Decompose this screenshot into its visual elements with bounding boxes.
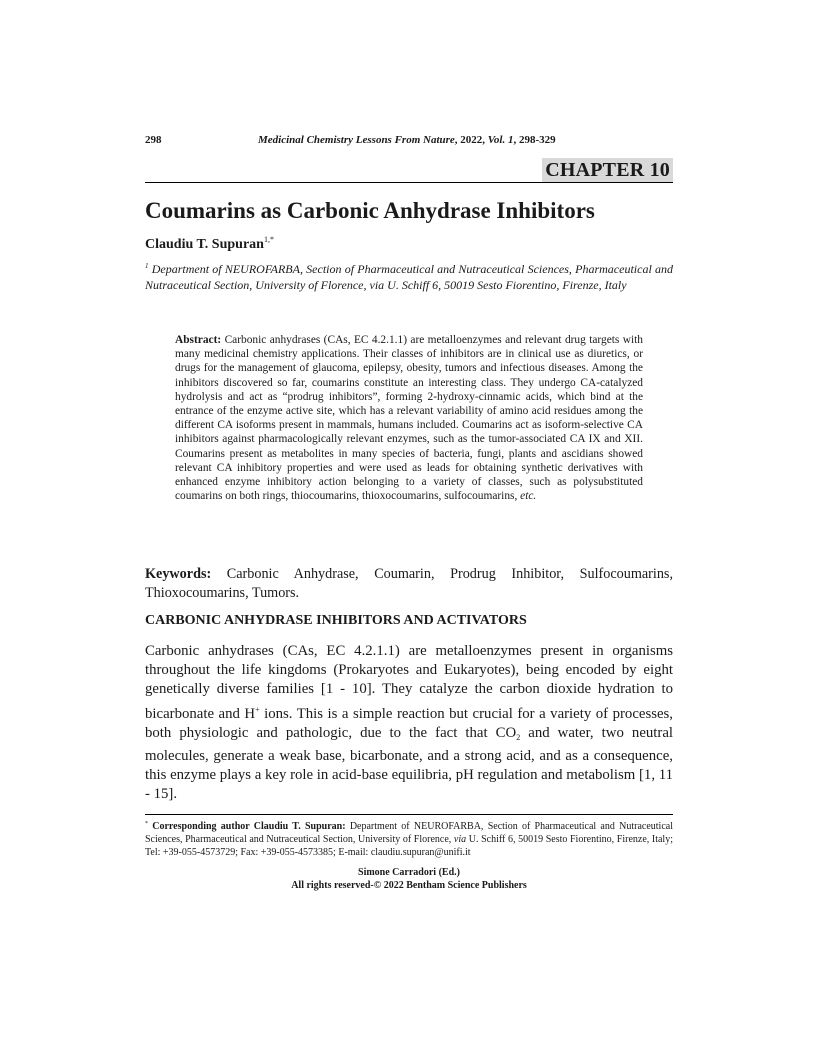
editor-block bbox=[145, 866, 673, 892]
editor-name: Simone Carradori (Ed.) bbox=[358, 867, 460, 878]
article-title: Coumarins as Carbonic Anhydrase Inhibitors bbox=[145, 198, 595, 223]
body-text-part: ions. This is a simple reaction but crucial for a variety of processes, both physiologic and pathologic, due to the fact that CO bbox=[145, 705, 673, 741]
body-text-part: and water, two neutral molecules, generate a weak base, bicarbonate, and a strong acid, and as a consequence, this enzyme plays a key role in acid-base equilibria, pH regulation and metabolism [1, 11 - 15]. bbox=[145, 724, 674, 803]
journal-title: Medicinal Chemistry Lessons From Nature bbox=[258, 134, 455, 146]
subscript-two: 2 bbox=[516, 732, 521, 742]
body-paragraph bbox=[145, 642, 673, 805]
affiliation-text: Department of NEUROFARBA, Section of Pharmaceutical and Nutraceutical Sciences, Pharmaceutical and Nutraceutical Section, University of Florence, via U. Schiff 6, 50019 Sesto Fiorentino, Firenze, Italy bbox=[145, 262, 674, 292]
keywords-text: Carbonic Anhydrase, Coumarin, Prodrug Inhibitor, Sulfocoumarins, Thioxocoumarins, Tumors. bbox=[145, 566, 673, 601]
footnote-divider bbox=[145, 814, 673, 815]
keywords-label: Keywords: bbox=[145, 566, 212, 582]
author-line bbox=[145, 235, 274, 253]
chapter-divider bbox=[145, 182, 673, 183]
chapter-label: CHAPTER 10 bbox=[542, 158, 673, 182]
journal-year: , 2022, bbox=[454, 134, 488, 146]
journal-citation bbox=[258, 134, 556, 146]
footnote bbox=[145, 818, 673, 859]
journal-volume: Vol. 1 bbox=[487, 134, 514, 146]
abstract-label: Abstract: bbox=[175, 334, 222, 346]
abstract-text: Carbonic anhydrases (CAs, EC 4.2.1.1) are metalloenzymes and relevant drug targets with many medicinal chemistry applications. Their classes of inhibitors are in clinical use as diuretics, or drugs for the management of glaucoma, epilepsy, obesity, tumors and infectious diseases. Among the inhibitors discovered so far, coumarins constitute an interesting class. They undergo CA-catalyzed hydrolysis and act as “prodrug inhibitors”, forming 2-hydroxy-cinnamic acids, which bind at the entrance of the enzyme active site, which has a relevant variability of amino acid residues among the different CA isoforms present in mammals, humans included. Coumarins act as isoform-selective CA inhibitors against pharmacologically relevant enzymes, such as the tumor-associated CA IX and XII. Coumarins present as metabolites in many species of bacteria, fungi, plants and ascidians showed relevant CA inhibitory properties and were used as leads for obtaining synthetic derivatives with enhanced enzyme inhibitory action belonging to a variety of classes, such as polysubstituted coumarins on both rings, thiocoumarins, thioxocoumarins, sulfocoumarins, bbox=[175, 334, 643, 503]
keywords bbox=[145, 565, 673, 603]
section-heading: CARBONIC ANHYDRASE INHIBITORS AND ACTIVATORS bbox=[145, 613, 527, 628]
abstract-etc: etc. bbox=[520, 490, 537, 503]
author-name: Claudiu T. Supuran bbox=[145, 237, 264, 252]
running-header bbox=[145, 134, 673, 150]
superscript-plus: + bbox=[255, 704, 260, 714]
affiliation bbox=[145, 258, 673, 293]
footnote-label: Corresponding author Claudiu T. Supuran: bbox=[152, 821, 346, 832]
footnote-text: Department of NEUROFARBA, Section of Pharmaceutical and Nutraceutical Sciences, Pharmaceutical and Nutraceutical Section, University of Florence, bbox=[145, 821, 673, 845]
copyright-line: All rights reserved-© 2022 Bentham Science Publishers bbox=[291, 880, 527, 891]
footnote-mark: * bbox=[145, 821, 148, 827]
page-number: 298 bbox=[145, 134, 162, 146]
journal-pages: , 298-329 bbox=[513, 134, 556, 146]
footnote-via: via bbox=[453, 834, 467, 845]
author-marks: 1,* bbox=[263, 235, 274, 244]
affiliation-mark: 1 bbox=[145, 262, 149, 270]
abstract bbox=[175, 333, 643, 503]
body-text-part: Carbonic anhydrases (CAs, EC 4.2.1.1) are metalloenzymes present in organisms throughout the life kingdoms (Prokaryotes and Eukaryotes), being encoded by eight genetically diverse families [1 - 10]. They catalyze the carbon dioxide hydration to bicarbonate and H bbox=[145, 643, 673, 722]
footnote-text: U. Schiff 6, 50019 Sesto Fiorentino, Firenze, Italy; Tel: +39-055-4573729; Fax: +39-055-4573385; E-mail: claudiu.supuran@unifi.it bbox=[145, 834, 673, 858]
